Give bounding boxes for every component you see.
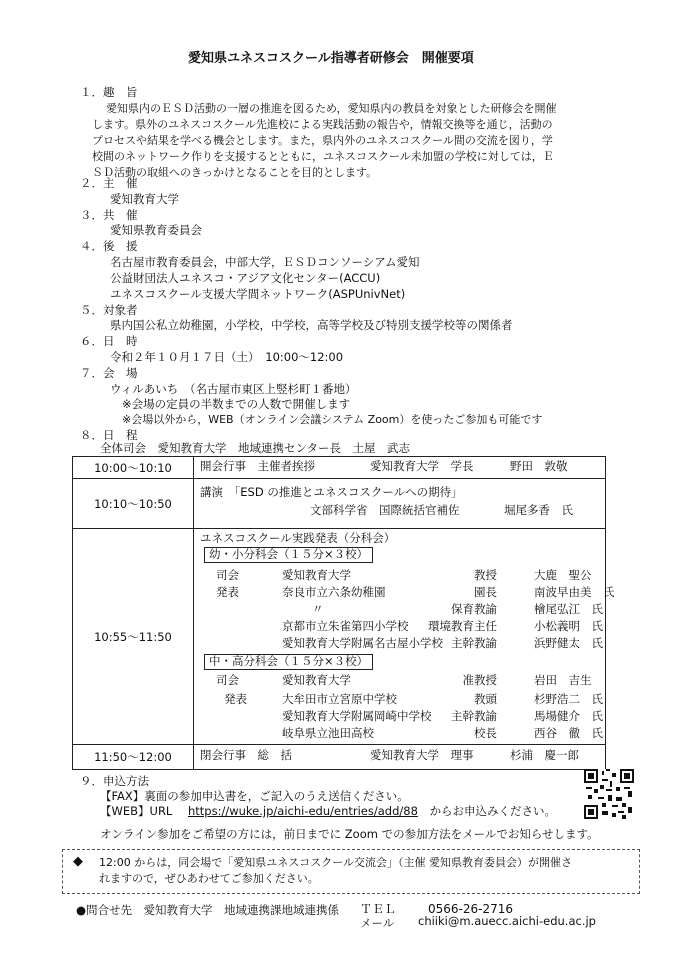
section-heading-purpose: １．趣 旨 <box>80 85 138 99</box>
cosponsor-text: 愛知県教育委員会 <box>110 223 202 237</box>
section-heading-venue: ７．会 場 <box>80 366 138 380</box>
schedule-item: 講演 「ESD の推進とユネスコスクールへの期待」 <box>200 485 463 499</box>
role-label: 司会 <box>216 673 239 687</box>
support-line: ユネスコスクール支援大学間ネットワーク(ASPUnivNet) <box>110 287 406 301</box>
venue-note: ※会場以外から，WEB（オンライン会議システム Zoom）を使ったご参加も可能です <box>122 413 543 426</box>
schedule-org: 愛知教育大学 理事 <box>370 748 474 762</box>
section-heading-application: ９．申込方法 <box>80 774 149 788</box>
support-line: 公益財団法人ユネスコ・アジア文化センター(ACCU) <box>110 271 381 285</box>
online-note: オンライン参加をご希望の方には，前日までに Zoom での参加方法をメールでお知らせします。 <box>100 827 599 841</box>
datetime-text: 令和２年１０月１７日（土） 10:00～12:00 <box>110 350 344 364</box>
breakout-heading: ユネスコスクール実践発表（分科会） <box>200 531 396 545</box>
schedule-name: 堀尾多香 氏 <box>504 503 573 517</box>
presenter-org: 〃 <box>312 602 324 616</box>
breakout-group-label: 幼・小分科会（１５分×３校） <box>204 547 373 563</box>
schedule-time: 11:50～12:00 <box>73 745 194 770</box>
section-heading-schedule: ８．日 程 <box>80 428 138 442</box>
presenter-title: 校長 <box>474 726 497 740</box>
presenter-name: 小松義明 氏 <box>534 619 603 633</box>
presenter-org: 大牟田市立宮原中学校 <box>282 692 397 706</box>
mail-label: メール <box>360 916 395 930</box>
schedule-chair: 全体司会 愛知教育大学 地域連携センター長 土屋 武志 <box>100 441 411 455</box>
presenter-name: 浜野健太 氏 <box>534 636 603 650</box>
page-title: 愛知県ユネスコスクール指導者研修会 開催要項 <box>188 51 474 66</box>
tel-label: ＴＥＬ <box>360 902 397 916</box>
presenter-name: 南波早由美 氏 <box>534 585 615 599</box>
presenter-title: 環境教育主任 <box>428 619 497 633</box>
schedule-item-cell <box>194 529 615 745</box>
section-heading-target: ５．対象者 <box>80 303 138 317</box>
section-heading-cosponsor: ３．共 催 <box>80 208 138 222</box>
qr-code-icon[interactable] <box>584 769 634 819</box>
purpose-line: します。県外のユネスコスクール先進校による実践活動の報告や，情報交換等を通じ，活動の <box>92 118 553 131</box>
section-heading-organizer: ２．主 催 <box>80 176 138 190</box>
contact-label: ●問合せ先 愛知教育大学 地域連携課地域連携係 <box>76 903 340 917</box>
schedule-table <box>72 456 615 770</box>
schedule-name: 杉浦 慶一郎 <box>510 748 579 762</box>
presenter-title: 教授 <box>474 568 497 582</box>
presenter-org: 愛知教育大学附属岡崎中学校 <box>282 709 432 723</box>
presenter-name: 岩田 吉生 <box>534 673 592 687</box>
presenter-org: 岐阜県立池田高校 <box>282 726 374 740</box>
presenter-org: 愛知教育大学 <box>282 673 351 687</box>
tel-number: 0566-26-2716 <box>428 902 514 916</box>
presenter-name: 檜尾弘江 氏 <box>534 602 603 616</box>
schedule-item-cell <box>194 479 606 529</box>
target-text: 県内国公私立幼稚園，小学校，中学校，高等学校及び特別支援学校等の関係者 <box>110 318 513 332</box>
mail-address[interactable]: chiiki@m.auecc.aichi-edu.ac.jp <box>418 914 596 928</box>
schedule-time: 10:55～11:50 <box>73 529 194 745</box>
presenter-title: 教頭 <box>474 692 497 706</box>
notice-line: れますので，ぜひあわせてご参加ください。 <box>99 872 319 885</box>
purpose-line: 愛知県内のＥＳＤ活動の一層の推進を図るため，愛知県内の教員を対象とした研修会を開催 <box>106 102 557 115</box>
presenter-org: 奈良市立六条幼稚園 <box>282 585 386 599</box>
purpose-line: プロセスや結果を学べる機会とします。また，県内外のユネスコスクール間の交流を図り，学 <box>92 134 553 147</box>
presenter-name: 杉野浩二 氏 <box>534 692 603 706</box>
presenter-org: 愛知教育大学 <box>282 568 351 582</box>
web-suffix: からお申込みください。 <box>429 804 557 818</box>
schedule-item: 開会行事 主催者挨拶 <box>200 459 315 473</box>
schedule-org: 愛知教育大学 学長 <box>370 459 474 473</box>
schedule-org: 文部科学省 国際統括官補佐 <box>310 503 460 517</box>
web-instruction <box>100 805 556 819</box>
presenter-title: 主幹教諭 <box>451 709 497 723</box>
presenter-name: 馬場健介 氏 <box>534 709 603 723</box>
purpose-line: ＳＤ活動の取組へのきっかけとなることを目的とします。 <box>92 166 378 179</box>
web-label: 【WEB】URL <box>100 804 173 818</box>
section-heading-datetime: ６．日 時 <box>80 334 138 348</box>
presenter-title: 准教授 <box>462 673 497 687</box>
presenter-name: 大鹿 聖公 <box>534 568 592 582</box>
section-heading-support: ４．後 援 <box>80 239 138 253</box>
presenter-name: 西谷 徹 氏 <box>534 726 603 740</box>
notice-line: 12:00 からは，同会場で「愛知県ユネスコスクール交流会」（主催 愛知県教育委員会）が開催さ <box>99 856 572 869</box>
breakout-group-label: 中・高分科会（１５分×３校） <box>204 654 373 670</box>
schedule-name: 野田 敦敬 <box>510 459 568 473</box>
role-label: 司会 <box>216 568 239 582</box>
presenter-org: 愛知教育大学附属名古屋小学校 <box>282 636 443 650</box>
schedule-item-cell <box>194 457 606 479</box>
presenter-title: 園長 <box>474 585 497 599</box>
venue-text: ウィルあいち （名古屋市東区上竪杉町１番地） <box>110 382 357 396</box>
schedule-time: 10:00～10:10 <box>73 457 194 479</box>
presenter-title: 保育教諭 <box>451 602 497 616</box>
schedule-row <box>73 457 606 479</box>
support-line: 名古屋市教育委員会，中部大学，ＥＳＤコンソーシアム愛知 <box>110 255 420 269</box>
presenter-org: 京都市立朱雀第四小学校 <box>282 619 409 633</box>
application-url-link[interactable]: https://wuke.jp/aichi-edu/entries/add/88 <box>188 804 418 818</box>
organizer-text: 愛知教育大学 <box>110 192 179 206</box>
purpose-line: 校間のネットワーク作りを支援するとともに，ユネスコスクール未加盟の学校に対しては，Ｅ <box>92 150 554 163</box>
schedule-row <box>73 529 606 745</box>
role-label: 発表 <box>224 692 247 706</box>
diamond-icon: ◆ <box>73 854 83 869</box>
venue-note: ※会場の定員の半数までの人数で開催します <box>122 397 351 411</box>
purpose-text <box>92 101 606 181</box>
schedule-item-cell <box>194 745 606 770</box>
notice-box <box>62 849 640 894</box>
role-label: 発表 <box>216 585 239 599</box>
schedule-row <box>73 479 606 529</box>
presenter-title: 主幹教諭 <box>451 636 497 650</box>
schedule-time: 10:10～10:50 <box>73 479 194 529</box>
schedule-item: 閉会行事 総 括 <box>200 748 292 762</box>
fax-instruction: 【FAX】裏面の参加申込書を，ご記入のうえ送信ください。 <box>100 789 409 803</box>
schedule-row <box>73 745 606 770</box>
